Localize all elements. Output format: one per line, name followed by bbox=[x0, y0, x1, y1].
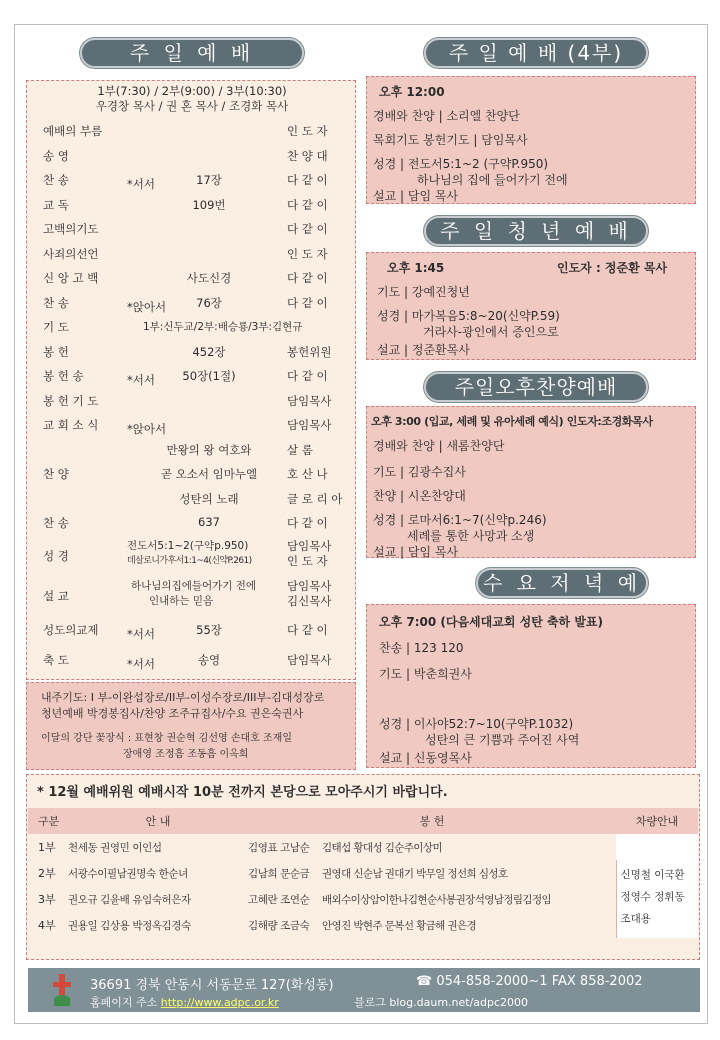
duty-guide: 서광수이필남권명숙 한순녀 bbox=[68, 867, 188, 880]
wednesday-line: 기도 | 박춘희권사 bbox=[379, 667, 472, 681]
order-note: *서서 bbox=[127, 657, 155, 671]
duty-header-part: 구분 bbox=[38, 815, 60, 828]
wednesday-title: 수 요 저 녁 예 bbox=[476, 568, 648, 598]
order-item: 송 영 bbox=[43, 148, 69, 163]
order-row bbox=[27, 168, 357, 192]
order-leader: 다 같 이 bbox=[287, 173, 328, 187]
order-row bbox=[27, 119, 357, 143]
youth-time: 오후 1:45 bbox=[387, 261, 445, 275]
order-row bbox=[27, 511, 357, 535]
service-times: 1부(7:30) / 2부(9:00) / 3부(10:30) bbox=[97, 84, 287, 98]
order-note: *서서 bbox=[127, 177, 155, 191]
order-detail: 송영 bbox=[197, 653, 221, 667]
youth-line: 성경 | 마가복음5:8~20(신약P.59) bbox=[377, 309, 560, 323]
order-row bbox=[27, 538, 357, 572]
youth-line: 거라사-광인에서 증인으로 bbox=[423, 325, 559, 339]
order-item: 축 도 bbox=[43, 653, 69, 667]
afternoon-line: 성경 | 로마서6:1~7(신약p.246) bbox=[373, 513, 547, 527]
duty-guide: 권용일 김상용 박정옥김경숙 bbox=[68, 919, 191, 932]
order-detail: 50장(1절) bbox=[182, 369, 236, 383]
order-leader: 찬 양 대 bbox=[287, 148, 328, 163]
order-detail: 76장 bbox=[196, 295, 222, 310]
duty-row bbox=[28, 886, 698, 912]
duty-offering-1: 김영표 고남순 bbox=[248, 841, 310, 854]
duty-row bbox=[28, 912, 698, 938]
duty-offering-1: 고혜란 조연순 bbox=[248, 893, 310, 906]
vehicle-driver: 신명철 이국환 bbox=[620, 869, 685, 881]
vehicle-driver: 조대용 bbox=[620, 913, 651, 925]
youth-line: 기도 | 강예진청년 bbox=[377, 285, 470, 299]
order-item: 고백의기도 bbox=[43, 222, 99, 236]
order-row bbox=[27, 291, 357, 315]
duty-header-row bbox=[28, 808, 698, 834]
order-item: 교 회 소 식 bbox=[43, 418, 99, 432]
order-note: *서서 bbox=[127, 373, 155, 387]
order-row bbox=[27, 364, 357, 388]
service-pastors: 우경창 목사 / 권 혼 목사 / 조경화 목사 bbox=[95, 99, 289, 113]
duty-part: 2부 bbox=[38, 867, 56, 880]
order-item: 설 교 bbox=[43, 588, 69, 603]
duty-guide: 천세동 권영민 이인섭 bbox=[68, 841, 162, 854]
order-note: *앉아서 bbox=[127, 422, 167, 436]
duty-offering-1: 김해량 조금숙 bbox=[248, 919, 310, 932]
scripture-line: 전도서5:1~2(구약p.950) bbox=[127, 539, 249, 552]
next-week-prayer: 내주기도: I 부-이완섭장로/II부-이성수장로/III부-김대성장로 bbox=[41, 691, 325, 704]
order-leader: 봉헌위원 bbox=[287, 344, 332, 359]
afternoon-box bbox=[366, 406, 696, 558]
afternoon-line: 찬양 | 시온찬양대 bbox=[373, 489, 466, 503]
wednesday-box bbox=[366, 604, 696, 768]
order-row bbox=[27, 193, 357, 217]
order-row bbox=[27, 462, 357, 486]
sunday-4th-title: 주 일 예 배 (4부) bbox=[424, 38, 648, 68]
order-row bbox=[27, 648, 357, 672]
duty-row bbox=[28, 834, 698, 860]
duty-vehicle bbox=[616, 834, 698, 860]
duty-roster-table bbox=[28, 808, 698, 938]
scripture-leader: 인 도 자 bbox=[287, 553, 328, 568]
sunday-4th-line: 경배와 찬양 | 소리엘 찬양단 bbox=[373, 109, 520, 123]
duty-header-vehicle: 차량안내 bbox=[635, 815, 679, 828]
duty-part: 3부 bbox=[38, 893, 56, 906]
footer-blog: 블로그 blog.daum.net/adpc2000 bbox=[354, 996, 529, 1009]
order-item: 봉 헌 기 도 bbox=[43, 393, 99, 408]
duty-part: 4부 bbox=[38, 919, 56, 932]
choir-song: 성탄의 노래 bbox=[179, 491, 239, 506]
afternoon-title: 주일오후찬양예배 bbox=[424, 372, 648, 402]
order-row bbox=[27, 217, 357, 241]
order-leader: 다 같 이 bbox=[287, 516, 328, 530]
order-note: *서서 bbox=[127, 626, 155, 641]
duty-header-offering: 봉 헌 bbox=[419, 815, 445, 828]
order-row bbox=[27, 389, 357, 413]
afternoon-line: 기도 | 김광수집사 bbox=[373, 465, 466, 479]
duty-offering-2: 배외수이상암이한나김현순사봉권장석영남정림김정임 bbox=[322, 893, 552, 906]
wednesday-line: 찬송 | 123 120 bbox=[379, 641, 464, 655]
choir-group: 살 롬 bbox=[287, 442, 313, 457]
order-item: 봉 헌 송 bbox=[43, 369, 84, 383]
sermon-leader: 담임목사 bbox=[287, 578, 332, 593]
sunday-4th-line: 하나님의 집에 들어가기 전에 bbox=[417, 173, 568, 187]
order-row bbox=[27, 242, 357, 266]
next-week-leaders: 청년예배 박경봉집사/찬양 조주규집사/수요 권은숙권사 bbox=[41, 707, 304, 720]
order-item: 찬 송 bbox=[43, 295, 69, 310]
homepage-link[interactable]: http://www.adpc.or.kr bbox=[160, 996, 279, 1009]
church-logo-icon bbox=[50, 972, 74, 1008]
duty-offering-2: 권영대 신순남 권대기 박무일 정선희 심성호 bbox=[322, 867, 508, 880]
sunday-service-title: 주 일 예 배 bbox=[80, 38, 304, 68]
order-leader: 인 도 자 bbox=[287, 246, 328, 261]
order-item: 기 도 bbox=[43, 320, 69, 334]
order-row bbox=[27, 315, 357, 339]
order-leader: 담임목사 bbox=[287, 653, 332, 667]
choir-group: 글 로 리 아 bbox=[287, 491, 343, 506]
order-row bbox=[27, 144, 357, 168]
order-detail: 사도신경 bbox=[186, 271, 232, 285]
duty-notice: * 12월 예배위원 예배시작 10분 전까지 본당으로 모아주시기 바랍니다. bbox=[37, 785, 448, 800]
wednesday-line: 설교 | 신동영목사 bbox=[379, 751, 472, 765]
afternoon-line: 경배와 찬양 | 새롬찬양단 bbox=[373, 439, 505, 453]
choir-song: 곧 오소서 임마누엘 bbox=[160, 467, 258, 481]
order-detail: 109번 bbox=[192, 197, 226, 212]
order-item: 성도의교제 bbox=[43, 622, 99, 637]
flower-decoration-2: 장애영 조정흠 조동흠 이옥희 bbox=[123, 749, 249, 760]
order-leader: 다 같 이 bbox=[287, 222, 328, 236]
wednesday-line: 성경 | 이사야52:7~10(구약P.1032) bbox=[379, 717, 574, 731]
order-note: *앉아서 bbox=[127, 299, 167, 314]
order-leader: 다 같 이 bbox=[287, 197, 328, 212]
youth-box bbox=[366, 252, 696, 360]
order-item: 봉 헌 bbox=[43, 344, 69, 359]
afternoon-header: 오후 3:00 (입교, 세례 및 유아세례 예식) 인도자:조경화목사 bbox=[371, 415, 653, 428]
order-detail: 452장 bbox=[192, 344, 226, 359]
duty-vehicle bbox=[616, 860, 698, 938]
order-item: 찬 송 bbox=[43, 516, 69, 530]
order-leader: 다 같 이 bbox=[287, 295, 328, 310]
wednesday-header: 오후 7:00 (다음세대교회 성탄 축하 발표) bbox=[379, 615, 603, 629]
sermon-line: 하나님의집에들어가기 전에 bbox=[131, 579, 257, 592]
next-week-box bbox=[26, 682, 356, 770]
order-row bbox=[27, 340, 357, 364]
vehicle-driver: 정영수 정휘동 bbox=[620, 891, 685, 903]
scripture-leader: 담임목사 bbox=[287, 538, 332, 553]
duty-guide: 권오규 김윤배 유임숙허은자 bbox=[68, 893, 191, 906]
order-leader: 담임목사 bbox=[287, 393, 332, 408]
duty-offering-1: 김남희 문순금 bbox=[248, 867, 310, 880]
footer-address: 36691 경북 안동시 서동문로 127(화성동) bbox=[90, 978, 334, 993]
order-item: 찬 송 bbox=[43, 173, 69, 187]
sermon-leader: 김신목사 bbox=[287, 593, 332, 608]
order-item: 찬 양 bbox=[43, 467, 69, 481]
choir-group: 호 산 나 bbox=[287, 467, 328, 481]
sunday-order-box bbox=[26, 80, 356, 680]
order-row bbox=[27, 413, 357, 437]
order-row bbox=[27, 438, 357, 462]
footer-phone: ☎ 054-858-2000~1 FAX 858-2002 bbox=[416, 974, 643, 989]
sunday-4th-line: 목회기도 봉헌기도 | 담임목사 bbox=[373, 133, 528, 147]
footer-homepage bbox=[90, 994, 279, 1010]
order-row bbox=[27, 578, 357, 612]
order-item: 신 앙 고 백 bbox=[43, 271, 99, 285]
order-leader: 다 같 이 bbox=[287, 271, 328, 285]
duty-header-guide: 안 내 bbox=[145, 815, 171, 828]
sunday-4th-line: 설교 | 담임 목사 bbox=[373, 189, 459, 203]
order-item: 예배의 부름 bbox=[43, 124, 103, 138]
footer bbox=[28, 968, 700, 1012]
order-item: 성 경 bbox=[43, 548, 69, 563]
flower-decoration: 이달의 강단 꽃장식 : 표현창 권순혁 김선영 손대호 조재일 bbox=[41, 733, 292, 744]
order-row bbox=[27, 618, 357, 642]
wednesday-line: 성탄의 큰 기쁨과 주어진 사역 bbox=[425, 733, 580, 747]
duty-offering-2: 안영진 박현주 문복선 황금해 권은경 bbox=[322, 919, 477, 932]
order-detail: 17장 bbox=[196, 173, 222, 187]
order-item: 교 독 bbox=[43, 197, 69, 212]
order-detail: 55장 bbox=[196, 622, 222, 637]
order-row bbox=[27, 487, 357, 511]
sunday-4th-time: 오후 12:00 bbox=[379, 85, 445, 99]
order-row bbox=[27, 266, 357, 290]
scripture-line: 데살로니가후서1:1~4(신약P.261) bbox=[127, 555, 252, 566]
duty-row bbox=[28, 860, 698, 886]
sunday-4th-box bbox=[366, 76, 696, 204]
order-leader: 인 도 자 bbox=[287, 124, 328, 138]
homepage-label: 홈페이지 주소 bbox=[90, 996, 158, 1009]
sunday-4th-line: 성경 | 전도서5:1~2 (구약P.950) bbox=[373, 157, 549, 171]
afternoon-line: 설교 | 담임 목사 bbox=[373, 545, 459, 559]
order-item: 사죄의선언 bbox=[43, 246, 99, 261]
duty-part: 1부 bbox=[38, 841, 56, 854]
order-leader: 담임목사 bbox=[287, 418, 332, 432]
youth-title: 주 일 청 년 예 배 bbox=[424, 216, 648, 246]
duty-body bbox=[28, 834, 698, 938]
order-detail: 637 bbox=[198, 515, 220, 529]
youth-line: 설교 | 정준환목사 bbox=[377, 343, 470, 357]
youth-leader: 인도자 : 정준환 목사 bbox=[557, 261, 668, 275]
sermon-line: 인내하는 믿음 bbox=[149, 594, 214, 607]
afternoon-line: 세례를 통한 사망과 소생 bbox=[407, 529, 535, 543]
duty-offering-2: 김태섭 황대성 김순주이상미 bbox=[322, 841, 442, 854]
order-detail: 1부:신두교/2부:배승룡/3부:김현규 bbox=[143, 321, 303, 333]
choir-song: 만왕의 왕 여호와 bbox=[166, 442, 252, 457]
order-leader: 다 같 이 bbox=[287, 369, 328, 383]
order-leader: 다 같 이 bbox=[287, 622, 328, 637]
